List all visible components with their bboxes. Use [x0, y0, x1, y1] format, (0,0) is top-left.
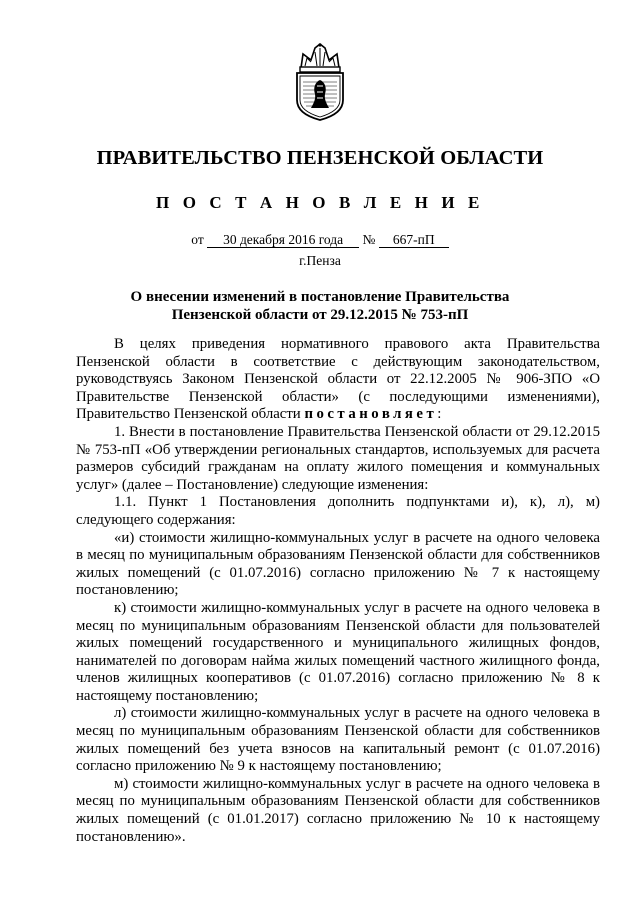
subparagraph-k: к) стоимости жилищно-коммунальных услуг в расчете на одного человека в месяц по муниципальным образованиям Пензенской области для пользователей жилых помещений государственного и муниципального жилищных фондов, нанимателей по договорам найма жилых помещений частного жилищного фонда, членов жилищных кооперативов (с 01.07.2016) согласно приложению № 8 к настоящему постановлению; [76, 599, 600, 704]
preamble-end: : [437, 406, 442, 423]
paragraph-1: 1. Внести в постановление Правительства Пензенской области от 29.12.2015 № 753-пП «Об утверждении региональных стандартов, используемых для расчета размеров субсидий гражданам на оплату жилого помещения и коммунальных услуг» (далее – Постановление) следующие изменения: [76, 423, 600, 493]
subject-line-1: О внесении изменений в постановление Правительства [130, 289, 510, 305]
number-sign: № [362, 232, 376, 247]
subparagraph-i: «и) стоимости жилищно-коммунальных услуг в расчете на одного человека в месяц по муниципальным образованиям Пензенской области для собственников жилых помещений (с 01.07.2016) согласно приложению № 7 к настоящему постановлению; [76, 529, 600, 599]
subparagraph-l: л) стоимости жилищно-коммунальных услуг в расчете на одного человека в месяц по муниципальным образованиям Пензенской области для собственников жилых помещений без учета взносов на капитальный ремонт (с 01.07.2016) согласно приложению № 9 к настоящему постановлению; [76, 705, 600, 775]
document-number: 667-пП [379, 233, 449, 248]
paragraph-preamble [76, 336, 600, 424]
document-type: П О С Т А Н О В Л Е Н И Е [156, 193, 484, 212]
date-line [0, 232, 640, 248]
government-title: ПРАВИТЕЛЬСТВО ПЕНЗЕНСКОЙ ОБЛАСТИ [96, 147, 544, 169]
document-date: 30 декабря 2016 года [207, 233, 359, 248]
subparagraph-m: м) стоимости жилищно-коммунальных услуг в расчете на одного человека в месяц по муниципальным образованиям Пензенской области для собственников жилых помещений (с 01.01.2017) согласно приложению № 10 к настоящему постановлению». [76, 775, 600, 845]
resolution-keyword: постановляет [304, 406, 438, 423]
preamble-text: В целях приведения нормативного правового акта Правительства Пензенской области в соответствие с действующим законодательством, руководствуясь Законом Пензенской области от 22.12.2005 № 906-ЗПО «О Правительстве Пензенской области» (с последующими изменениями), Правительство Пензенской области [76, 336, 600, 423]
paragraph-1-1: 1.1. Пункт 1 Постановления дополнить подпунктами и), к), л), м) следующего содержания: [76, 494, 600, 528]
date-prefix: от [191, 232, 204, 247]
subject-line-2: Пензенской области от 29.12.2015 № 753-пП [171, 307, 469, 323]
penza-coat-of-arms-icon [291, 42, 349, 122]
city: г.Пенза [299, 253, 341, 268]
document-subject [0, 288, 640, 324]
document-body [76, 336, 600, 846]
